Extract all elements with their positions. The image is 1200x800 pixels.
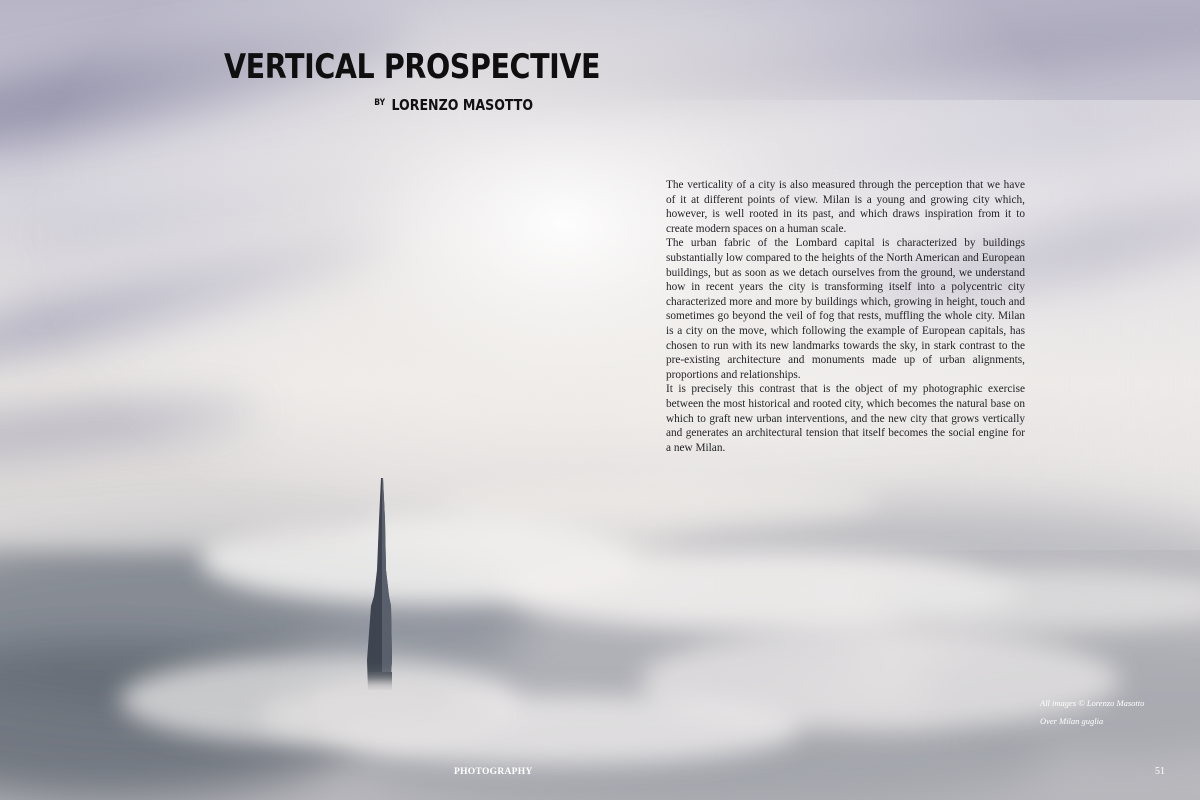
article-body bbox=[666, 178, 1025, 455]
byline bbox=[374, 95, 533, 114]
photo-title-caption: Over Milan guglia bbox=[1040, 716, 1104, 726]
article-paragraph: The verticality of a city is also measured through the perception that we have of it at different points of view. Milan is a young and growing city which, however, is well rooted in its past, and which draws inspiration from it to create modern spaces on a human scale. bbox=[666, 179, 1025, 235]
photo-captions bbox=[1040, 698, 1144, 726]
page-number: 51 bbox=[1155, 766, 1165, 777]
author-name: LORENZO MASOTTO bbox=[391, 96, 533, 114]
article-paragraph: It is precisely this contrast that is the object of my photographic exercise between the most historical and rooted city, which becomes the natural base on which to graft new urban interventions, and the new city that grows vertically and generates an architectural tension that itself becomes the social engine for a new Milan. bbox=[666, 383, 1025, 454]
article-title: VERTICAL PROSPECTIVE bbox=[224, 47, 601, 87]
article-paragraph: The urban fabric of the Lombard capital is characterized by buildings substantially low compared to the heights of the North American and European buildings, but as soon as we detach ourselves from the ground, we understand how in recent years the city is transforming itself into a polycentric city characterized more and more by buildings which, growing in height, touch and sometimes go beyond the veil of fog that rests, muffling the whole city. Milan is a city on the move, which following the example of European capitals, has chosen to run with its new landmarks towards the sky, in stark contrast to the pre-existing architecture and monuments made up of urban alignments, proportions and relationships. bbox=[666, 237, 1025, 381]
photo-credit: All images © Lorenzo Masotto bbox=[1040, 698, 1145, 708]
section-label: PHOTOGRAPHY bbox=[454, 767, 533, 777]
byline-prefix: BY bbox=[374, 98, 385, 108]
